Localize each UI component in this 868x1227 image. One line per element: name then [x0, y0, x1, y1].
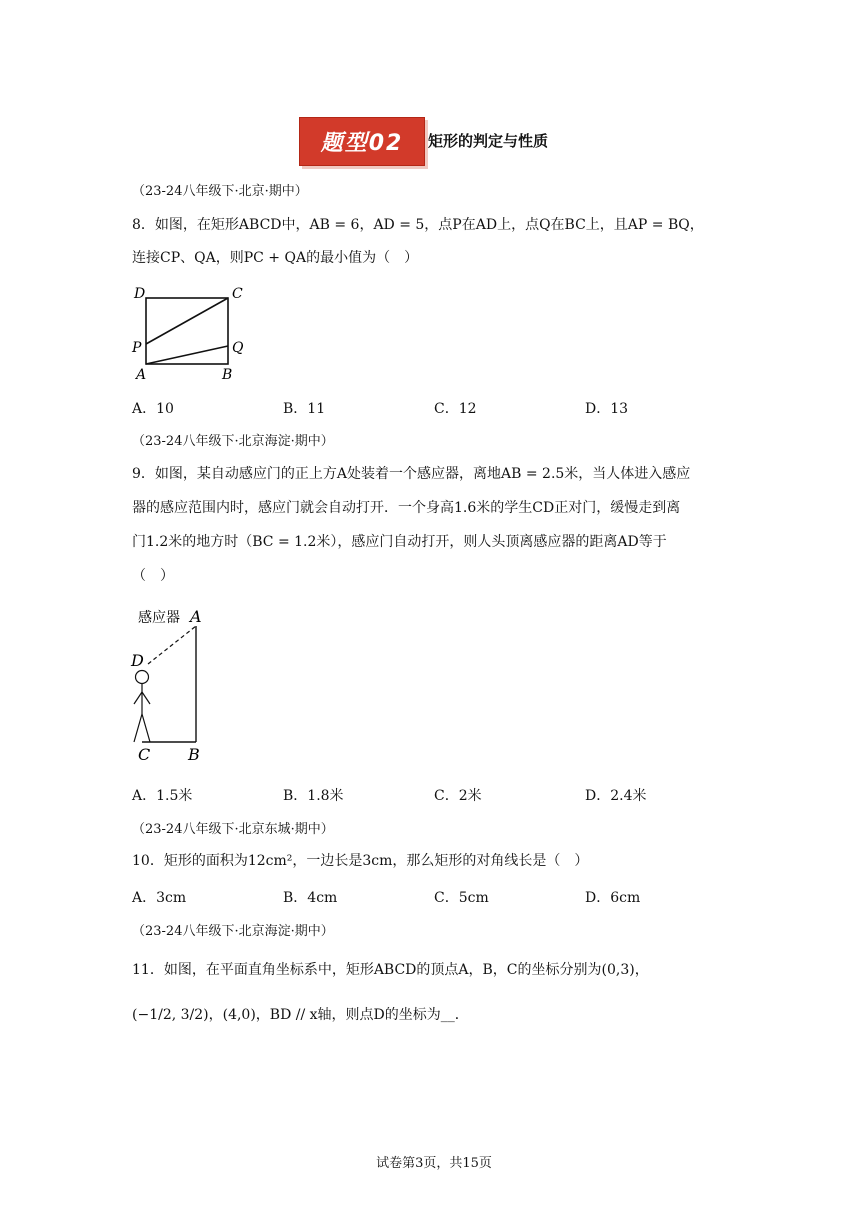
q9-line1: 9．如图，某自动感应门的正上方A处装着一个感应器，离地AB = 2.5米，当人体进入感应 [132, 466, 691, 482]
label-d: D [134, 286, 146, 302]
sensor-label: 感应器 [138, 610, 180, 626]
q9-line3: 门1.2米的地方时（BC = 1.2米），感应门自动打开，则人头顶离感应器的距离AD等于 [132, 534, 667, 550]
q8-line2: 连接CP、QA，则PC + QA的最小值为（ ） [132, 250, 419, 266]
segment-qa [146, 346, 228, 364]
q8-option-a: A．10 [132, 401, 174, 417]
q10-option-a: A．3cm [132, 890, 187, 906]
label-a: A [136, 367, 147, 382]
topic-badge-text: 题型02 [320, 131, 404, 156]
q8-figure [128, 282, 258, 382]
q8-option-b: B．11 [283, 401, 326, 417]
q9-option-a: A．1.5米 [132, 788, 193, 804]
person-head [136, 671, 149, 684]
label-q: Q [232, 340, 244, 356]
segment-pc [146, 298, 228, 344]
label-c: C [138, 745, 151, 764]
q8-line1: 8．如图，在矩形ABCD中，AB = 6，AD = 5，点P在AD上，点Q在BC上，且AP = BQ， [132, 217, 704, 233]
topic-badge [299, 117, 425, 166]
label-b: B [188, 745, 200, 764]
label-d: D [131, 651, 144, 670]
label-a: A [190, 607, 202, 626]
page-footer: 试卷第3页，共15页 [376, 1156, 492, 1171]
q11-source: （23-24八年级下·北京海淀·期中） [132, 924, 334, 939]
rectangle-abcd [146, 298, 228, 364]
section-title: 矩形的判定与性质 [428, 132, 549, 150]
q10-source: （23-24八年级下·北京东城·期中） [132, 822, 334, 837]
q9-line4: （ ） [132, 568, 174, 584]
label-c: C [232, 286, 243, 302]
q10-option-b: B．4cm [283, 890, 338, 906]
dashed-ad [148, 626, 196, 664]
q8-source: （23-24八年级下·北京·期中） [132, 184, 308, 199]
q9-figure [128, 600, 228, 770]
q11-line2: (−1/2, 3/2)，(4,0)，BD // x轴，则点D的坐标为__． [132, 1007, 469, 1023]
q9-source: （23-24八年级下·北京海淀·期中） [132, 434, 334, 449]
q8-option-c: C．12 [434, 401, 477, 417]
q9-option-b: B．1.8米 [283, 788, 344, 804]
q8-option-d: D．13 [585, 401, 629, 417]
q9-option-d: D．2.4米 [585, 788, 647, 804]
q10-option-d: D．6cm [585, 890, 641, 906]
q11-line1: 11．如图，在平面直角坐标系中，矩形ABCD的顶点A，B，C的坐标分别为(0,3)， [132, 962, 649, 978]
q10-option-c: C．5cm [434, 890, 489, 906]
label-b: B [222, 367, 233, 382]
label-p: P [132, 340, 142, 356]
q9-option-c: C．2米 [434, 788, 482, 804]
q9-line2: 器的感应范围内时，感应门就会自动打开．一个身高1.6米的学生CD正对门，缓慢走到离 [132, 500, 681, 516]
q10-line1: 10．矩形的面积为12cm²，一边长是3cm，那么矩形的对角线长是（ ） [132, 853, 589, 869]
